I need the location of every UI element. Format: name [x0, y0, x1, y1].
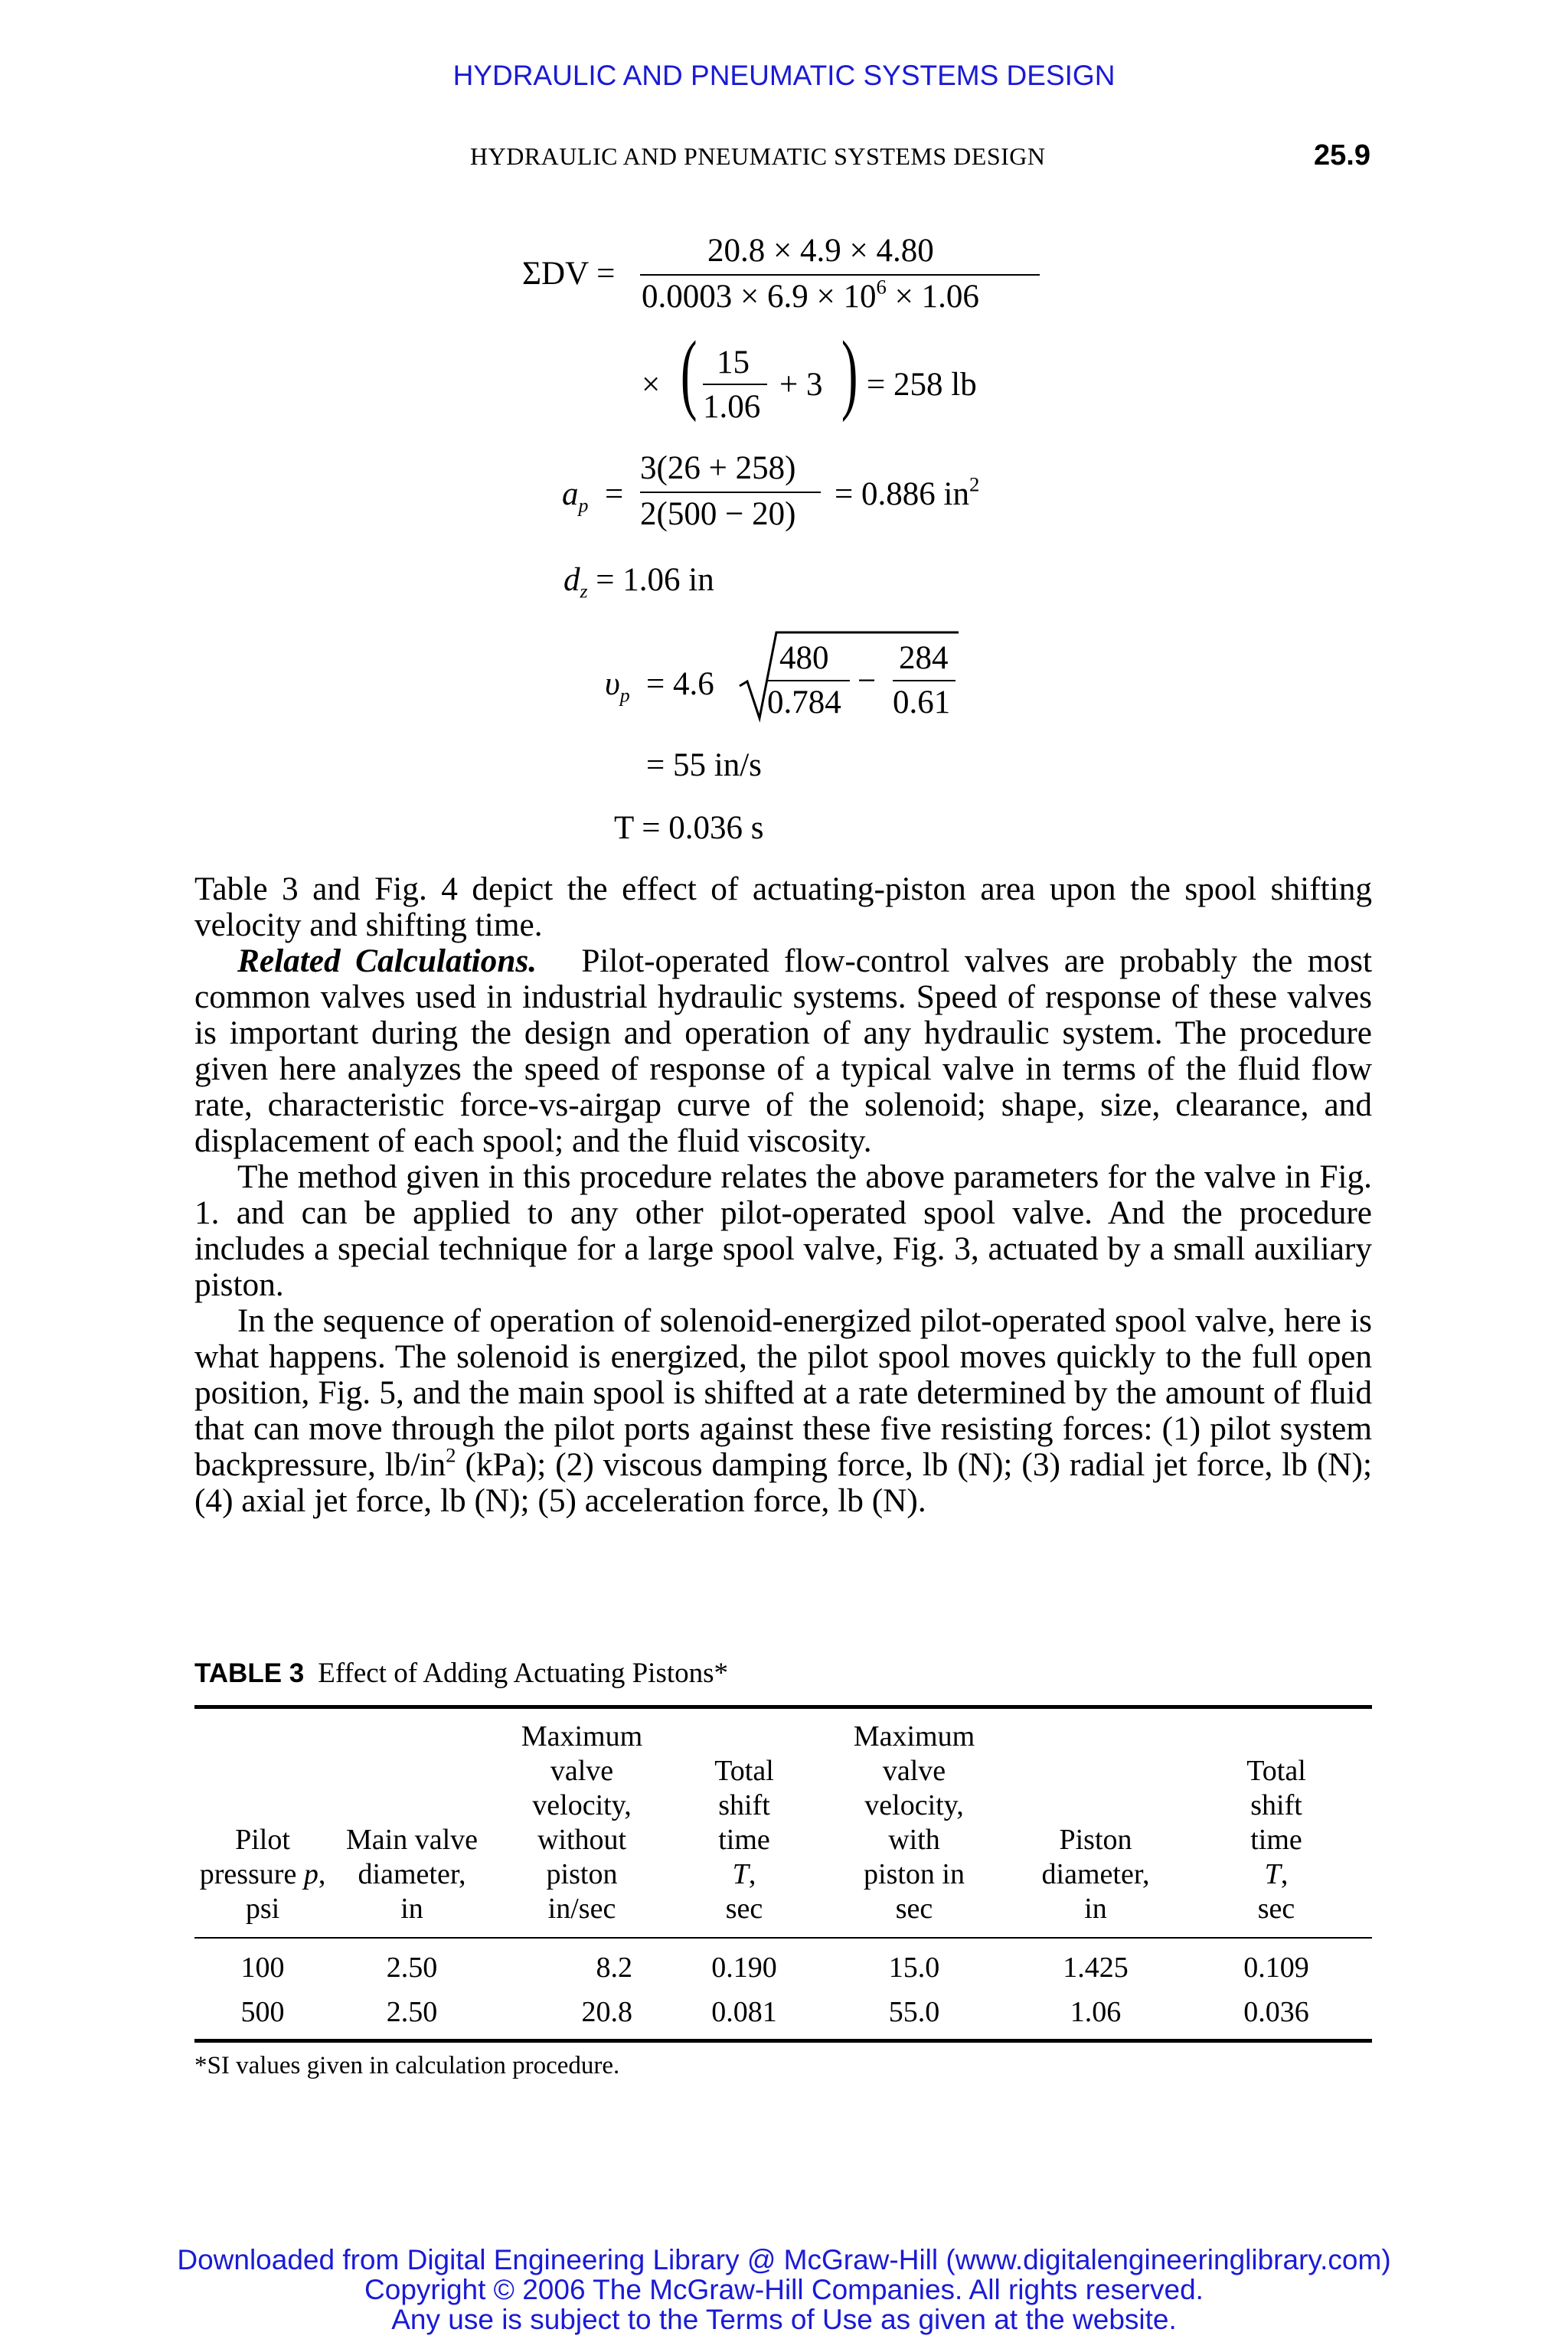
eq-sum-dv-numerator: 20.8 × 4.9 × 4.80 [707, 233, 934, 269]
header-line: sec [895, 1893, 933, 1925]
table-cell: 0.036 [1243, 1996, 1309, 2028]
fraction-bar [703, 384, 767, 385]
fraction-bar [767, 680, 850, 681]
table-footnote: *SI values given in calculation procedure. [194, 2052, 620, 2079]
eq-v-p-coef: = 4.6 [646, 666, 714, 702]
data-table [194, 1705, 1372, 2043]
table-cell: 500 [240, 1996, 285, 2028]
header-line: in [1084, 1893, 1107, 1925]
table-header-cell [194, 1707, 331, 1939]
fraction-bar [893, 680, 956, 681]
eq-a-p-denominator: 2(500 − 20) [640, 496, 796, 532]
eq-v-p-frac1-num: 480 [779, 640, 829, 676]
eq-v-p-frac2-num: 284 [899, 640, 949, 676]
header-line: shift [1250, 1789, 1302, 1821]
table-cell: 0.109 [1243, 1952, 1309, 1984]
paragraph-3: The method given in this procedure relates the above parameters for the valve in Fig. 1. and can be applied to any other pilot-operated spool valve. And the procedure includes a special technique for a large spool valve, Fig. 3, actuated by a small auxiliary piston. [194, 1158, 1372, 1303]
table-cell: 2.50 [386, 1996, 438, 2028]
table-cell: 100 [240, 1952, 285, 1984]
header-line: without [537, 1824, 627, 1856]
equation-t: T = 0.036 s [614, 810, 764, 846]
right-paren: ) [841, 322, 858, 423]
header-line: valve [550, 1755, 614, 1787]
header-line: valve [882, 1755, 946, 1787]
table-header-cell [1011, 1707, 1181, 1939]
header-line: in/sec [547, 1893, 616, 1925]
running-head-title: HYDRAULIC AND PNEUMATIC SYSTEMS DESIGN [470, 142, 1046, 170]
header-line: piston [546, 1858, 618, 1890]
table-header-cell [493, 1707, 671, 1939]
equation-d-z: $d_z = 1.06$ in [564, 562, 714, 603]
eq-inner-denominator: 1.06 [703, 389, 761, 425]
table-header-cell [331, 1707, 493, 1939]
header-line: sec [725, 1893, 763, 1925]
table-cell: 0.190 [711, 1952, 777, 1984]
header-line: time [718, 1824, 770, 1856]
table-row [194, 1938, 1372, 1988]
table-cell: 15.0 [888, 1952, 940, 1984]
eq-plus-three: + 3 [779, 367, 823, 403]
header-line: T, [732, 1858, 756, 1890]
table-cell: 20.8 [581, 1996, 632, 2028]
header-line: in [400, 1893, 423, 1925]
paragraph-4: In the sequence of operation of solenoid-energized pilot-operated spool valve, here is what happens. The solenoid is energized, the pilot spool moves quickly to the full open position, Fig. 5, and the main spool is shifted at a rate determined by the amount of fluid that can move through the pilot ports against these five resisting forces: (1) pilot system backpressure, $lb/in^2$ (kPa); (2) viscous damping force, lb (N); (3) radial jet force, lb (N); (4) axial jet force, lb (N); (5) acceleration force, lb (N). [194, 1302, 1372, 1519]
header-line: velocity, [864, 1789, 964, 1821]
header-line: pressure p, [199, 1858, 326, 1890]
table-header-cell [818, 1707, 1011, 1939]
header-line: Pilot [235, 1824, 290, 1856]
eq-v-p-symbol: $\upsilon_p$ [605, 666, 630, 707]
header-line: time [1250, 1824, 1302, 1856]
eq-v-p-frac1-den: 0.784 [767, 684, 841, 720]
table-label: TABLE 3 [194, 1658, 305, 1688]
fraction-bar [640, 274, 1040, 276]
page-number: 25.9 [1314, 139, 1370, 172]
table-body [194, 1938, 1372, 2041]
table-header-cell [1181, 1707, 1372, 1939]
eq-a-p-equals: = [605, 476, 624, 512]
header-line: velocity, [532, 1789, 632, 1821]
footer-copyright: Copyright © 2006 The McGraw-Hill Companies. All rights reserved. [364, 2274, 1204, 2305]
footer [0, 2245, 1568, 2334]
eq-sum-dv-result: = 258 lb [867, 367, 977, 403]
header-line: shift [718, 1789, 770, 1821]
eq-a-p-symbol: $a_p$ [562, 476, 589, 517]
header-line: Total [714, 1755, 774, 1787]
eq-sum-dv-lhs: ΣDV = [522, 256, 616, 292]
paragraph-2: Related Calculations. Pilot-operated flow-control valves are probably the most common valves used in industrial hydraulic systems. Speed of response of these valves is important during the design and operation of any hydraulic system. The procedure given here analyzes the speed of response of a typical valve in terms of the fluid flow rate, characteristic force-vs-airgap curve of the solenoid; shape, size, clearance, and displacement of each spool; and the fluid viscosity. [194, 942, 1372, 1159]
body-text [194, 871, 1372, 1519]
footer-terms: Any use is subject to the Terms of Use as given at the website. [391, 2304, 1177, 2335]
table-header-row [194, 1707, 1372, 1939]
eq-v-p-frac2-den: 0.61 [893, 684, 951, 720]
header-line: Main valve [345, 1824, 478, 1856]
eq-sum-dv-denominator: $0.0003 \times 6.9 \times 10^6 \times 1.06$ [642, 275, 979, 315]
table-cell: 55.0 [888, 1996, 940, 2028]
header-line: Piston [1059, 1824, 1132, 1856]
eq-v-p-minus: − [858, 663, 877, 699]
table-caption: Effect of Adding Actuating Pistons* [318, 1658, 729, 1689]
header-line: psi [245, 1893, 280, 1925]
header-line: piston in [864, 1858, 965, 1890]
fraction-bar [640, 492, 821, 493]
table-cell: 8.2 [596, 1952, 632, 1984]
eq-a-p-result: = 0.886 $in^2$ [835, 472, 980, 512]
eq-times-sign: × [642, 367, 661, 403]
table-title [194, 1657, 728, 1690]
header-line: T, [1264, 1858, 1289, 1890]
table-row [194, 1988, 1372, 2041]
run-in-heading: Related Calculations. [237, 942, 537, 979]
header-line: Total [1246, 1755, 1306, 1787]
footer-download-link[interactable]: Downloaded from Digital Engineering Library @ McGraw-Hill (www.digitalengineeringlibrary.com) [177, 2244, 1391, 2275]
header-line: Maximum [521, 1720, 643, 1753]
table-cell: 1.425 [1063, 1952, 1129, 1984]
eq-a-p-numerator: 3(26 + 258) [640, 450, 796, 486]
header-line: diameter, [1041, 1858, 1150, 1890]
top-banner: HYDRAULIC AND PNEUMATIC SYSTEMS DESIGN [452, 60, 1116, 91]
header-line: sec [1257, 1893, 1295, 1925]
table-cell: 0.081 [711, 1996, 777, 2028]
paragraph-1: Table 3 and Fig. 4 depict the effect of actuating-piston area upon the spool shifting velocity and shifting time. [194, 871, 1372, 943]
left-paren: ( [680, 322, 697, 423]
header-line: diameter, [358, 1858, 466, 1890]
table-cell: 2.50 [386, 1952, 438, 1984]
table-header-cell [671, 1707, 818, 1939]
eq-v-p-result: = 55 in/s [646, 747, 762, 783]
eq-inner-numerator: 15 [717, 345, 750, 381]
header-line: with [888, 1824, 940, 1856]
table-cell: 1.06 [1070, 1996, 1122, 2028]
header-line: Maximum [853, 1720, 975, 1753]
